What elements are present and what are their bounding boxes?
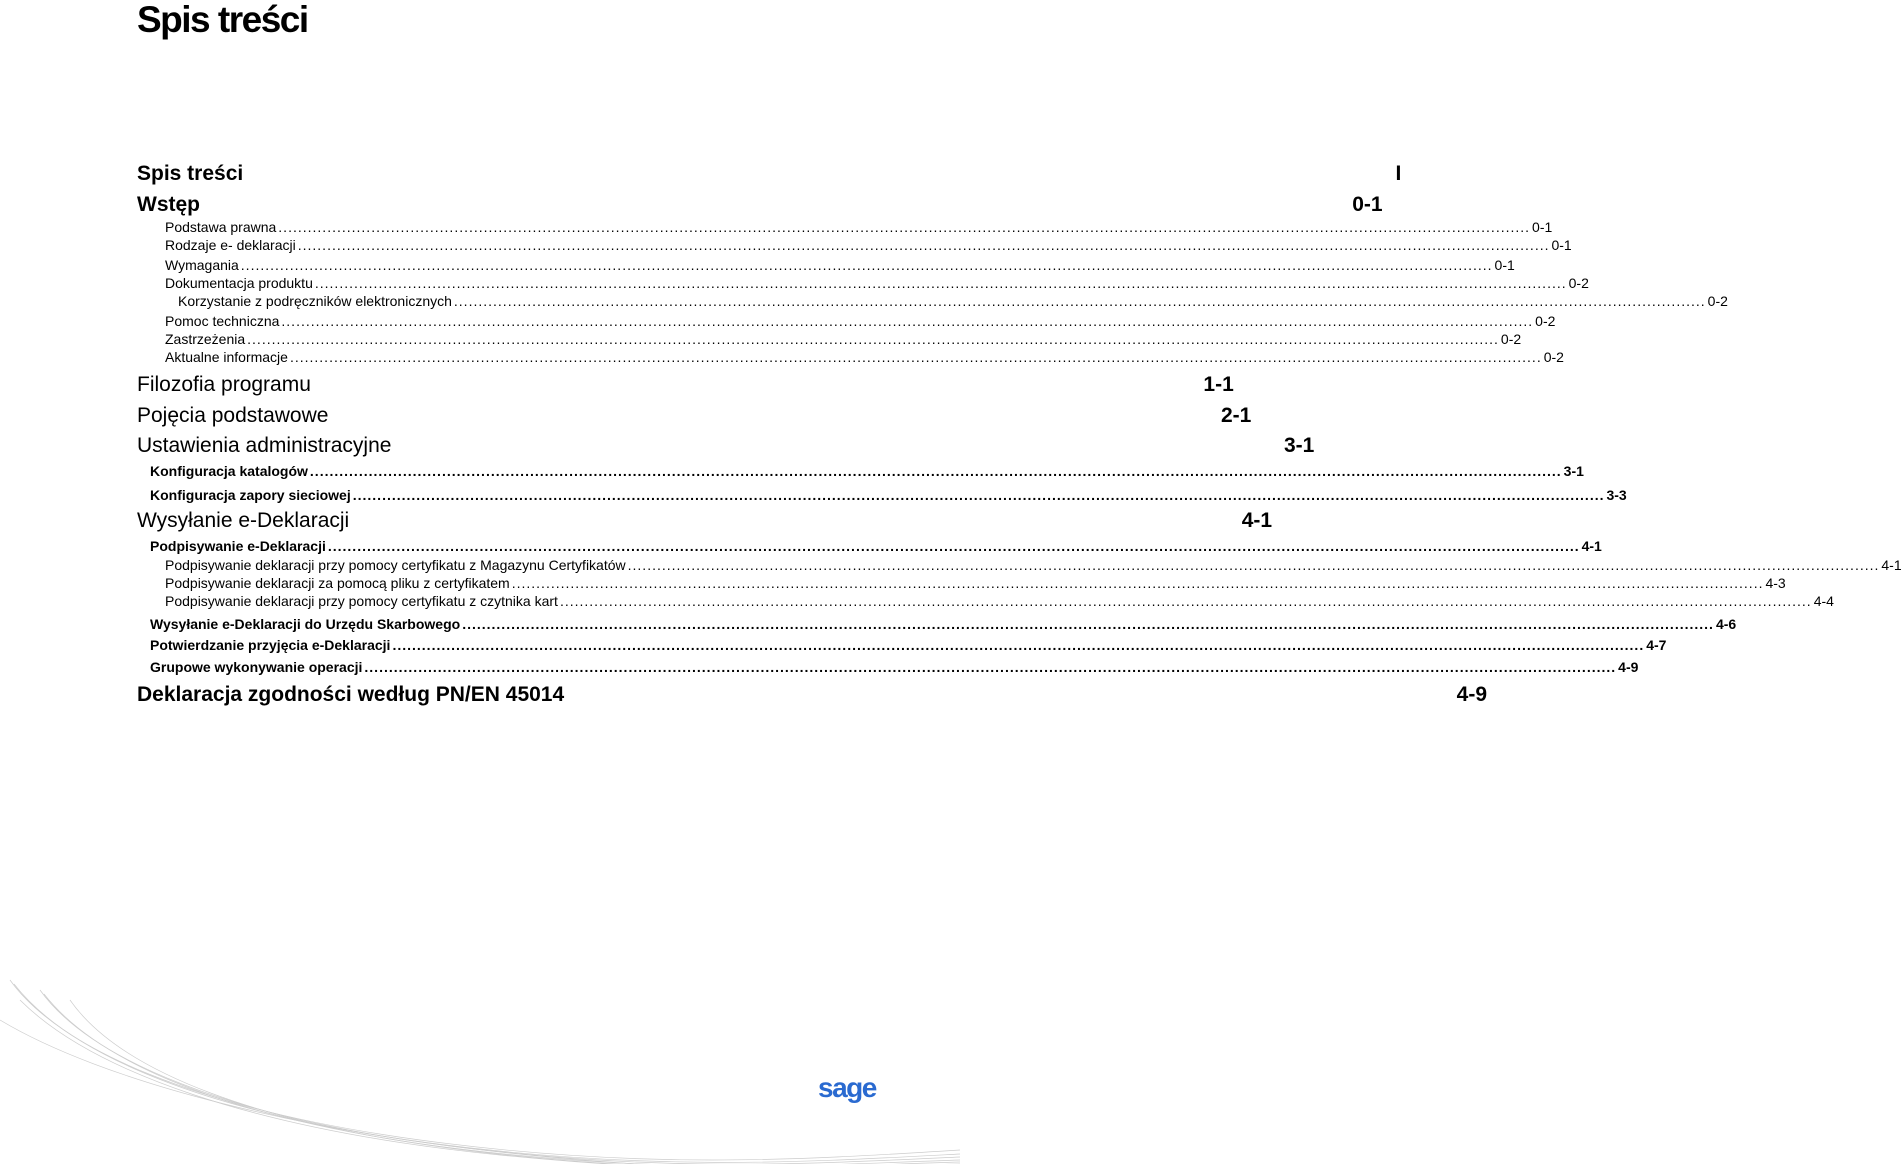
toc-entry-chapter[interactable] xyxy=(137,509,1273,535)
toc-entry[interactable]: Aktualne informacje ................................................................................................................................................................................................................................................................ 0-2 xyxy=(165,349,1564,365)
toc-entry-page: 2-1 xyxy=(1220,404,1252,427)
toc-entry-chapter[interactable] xyxy=(137,373,1234,399)
decorative-swoosh xyxy=(0,960,960,1164)
toc-entry-page: 4-1 xyxy=(1881,557,1902,573)
toc-entry-page: 1-1 xyxy=(1203,373,1234,396)
toc-entry[interactable]: Podstawa prawna ................................................................................................................................................................................................................................................................ 0-1 xyxy=(165,219,1553,235)
toc-entry-page: 0-1 xyxy=(1494,257,1515,273)
toc-entry-section[interactable]: Potwierdzanie przyjęcia e-Deklaracji ................................................................................................................................................................................................................................................................ 4-7 xyxy=(150,637,1667,653)
toc-entry[interactable]: Zastrzeżenia ................................................................................................................................................................................................................................................................ 0-2 xyxy=(165,331,1522,347)
toc-entry-title: Dokumentacja produktu xyxy=(165,275,313,291)
toc-entry-title: Podstawa prawna xyxy=(165,219,277,235)
toc-entry-page: 0-1 xyxy=(1551,237,1572,253)
toc-entry-section[interactable]: Wysyłanie e-Deklaracji do Urzędu Skarbowego ................................................................................................................................................................................................................................................................ 4-6 xyxy=(150,616,1737,632)
toc-entry[interactable]: Wymagania ................................................................................................................................................................................................................................................................ 0-1 xyxy=(165,257,1515,273)
toc-entry-intro[interactable] xyxy=(137,193,1383,219)
toc-entry-page: 0-2 xyxy=(1500,331,1522,347)
toc-entry-chapter[interactable] xyxy=(137,434,1315,460)
toc-entry-title: Podpisywanie deklaracji za pomocą pliku z certyfikatem xyxy=(165,575,510,591)
toc-entry-title: Podpisywanie deklaracji przy pomocy certyfikatu z Magazynu Certyfikatów xyxy=(165,557,626,573)
toc-entry-title: Wymagania xyxy=(165,257,239,273)
toc-entry-page: 0-2 xyxy=(1543,349,1564,365)
toc-entry-title: Spis treści xyxy=(137,162,244,185)
toc-entry-title: Konfiguracja katalogów xyxy=(150,463,308,479)
toc-entry-title: Grupowe wykonywanie operacji xyxy=(150,659,363,675)
toc-entry-page: 0-2 xyxy=(1707,293,1728,309)
toc-entry-title: Zastrzeżenia xyxy=(165,331,246,347)
toc-entry-page: 0-1 xyxy=(1352,193,1383,216)
toc-entry-title: Pomoc techniczna xyxy=(165,313,280,329)
toc-entry-section[interactable]: Konfiguracja zapory sieciowej ................................................................................................................................................................................................................................................................ 3-3 xyxy=(150,487,1627,503)
toc-entry-section[interactable]: Grupowe wykonywanie operacji ................................................................................................................................................................................................................................................................ 4-9 xyxy=(150,659,1639,675)
toc-entry-title: Wysyłanie e-Deklaracji xyxy=(137,509,350,532)
toc-entry-title: Podpisywanie deklaracji przy pomocy certyfikatu z czytnika kart xyxy=(165,593,558,609)
toc-entry[interactable]: Podpisywanie deklaracji przy pomocy certyfikatu z Magazynu Certyfikatów ................................................................................................................................................................................................................................................................ 4-1 xyxy=(165,557,1902,573)
toc-entry-title: Podpisywanie e-Deklaracji xyxy=(150,538,326,554)
toc-entry-title: Wysyłanie e-Deklaracji do Urzędu Skarbowego xyxy=(150,616,461,632)
toc-entry-page: 3-3 xyxy=(1606,487,1627,503)
toc-entry-page: 4-7 xyxy=(1646,637,1667,653)
page-title: Spis treści xyxy=(137,0,308,40)
toc-entry-title: Rodzaje e- deklaracji xyxy=(165,237,296,253)
toc-entry-section[interactable]: Konfiguracja katalogów ................................................................................................................................................................................................................................................................ 3-1 xyxy=(150,463,1584,479)
toc-entry[interactable]: Rodzaje e- deklaracji ................................................................................................................................................................................................................................................................ 0-1 xyxy=(165,237,1572,253)
toc-entry-page: 4-1 xyxy=(1241,509,1273,532)
toc-entry-page: 0-1 xyxy=(1532,219,1553,235)
toc-entry[interactable]: Korzystanie z podręczników elektronicznych ................................................................................................................................................................................................................................................................ 0-2 xyxy=(178,293,1728,309)
toc-entry-page: 4-6 xyxy=(1715,616,1737,632)
toc-entry-title: Aktualne informacje xyxy=(165,349,288,365)
toc-entry-page: I xyxy=(1395,162,1402,185)
toc-entry-page: 3-1 xyxy=(1563,463,1584,479)
toc-entry[interactable]: Dokumentacja produktu ................................................................................................................................................................................................................................................................ 0-2 xyxy=(165,275,1589,291)
toc-entry-page: 0-2 xyxy=(1535,313,1556,329)
toc-entry[interactable]: Podpisywanie deklaracji za pomocą pliku z certyfikatem ................................................................................................................................................................................................................................................................ 4-3 xyxy=(165,575,1786,591)
toc-entry-section[interactable]: Podpisywanie e-Deklaracji ................................................................................................................................................................................................................................................................ 4-1 xyxy=(150,538,1602,554)
toc-entry-chapter[interactable] xyxy=(137,683,1488,709)
toc-entry-page: 4-9 xyxy=(1456,683,1488,706)
toc-entry-title: Filozofia programu xyxy=(137,373,311,396)
toc-entry-page: 4-9 xyxy=(1618,659,1639,675)
toc-entry-page: 4-4 xyxy=(1813,593,1834,609)
toc-entry-title: Deklaracja zgodności według PN/EN 45014 xyxy=(137,683,565,706)
toc-entry-page: 0-2 xyxy=(1568,275,1589,291)
toc-entry-title: Pojęcia podstawowe xyxy=(137,404,329,427)
toc-entry-title: Ustawienia administracyjne xyxy=(137,434,392,457)
toc-entry-page: 3-1 xyxy=(1283,434,1315,457)
toc-entry[interactable]: Podpisywanie deklaracji przy pomocy certyfikatu z czytnika kart ................................................................................................................................................................................................................................................................ 4-4 xyxy=(165,593,1834,609)
toc-entry-page: 4-1 xyxy=(1581,538,1602,554)
sage-logo: sage xyxy=(818,1072,876,1103)
toc-entry-title: Korzystanie z podręczników elektronicznych xyxy=(178,293,452,309)
toc-entry-title: Konfiguracja zapory sieciowej xyxy=(150,487,351,503)
toc-entry[interactable]: Pomoc techniczna ................................................................................................................................................................................................................................................................ 0-2 xyxy=(165,313,1556,329)
toc-entry-title: Potwierdzanie przyjęcia e-Deklaracji xyxy=(150,637,391,653)
toc-entry-title: Wstęp xyxy=(137,193,200,216)
toc-entry-chapter[interactable] xyxy=(137,404,1252,430)
toc-entry-page: 4-3 xyxy=(1765,575,1786,591)
toc-entry-contents[interactable] xyxy=(137,162,1402,188)
